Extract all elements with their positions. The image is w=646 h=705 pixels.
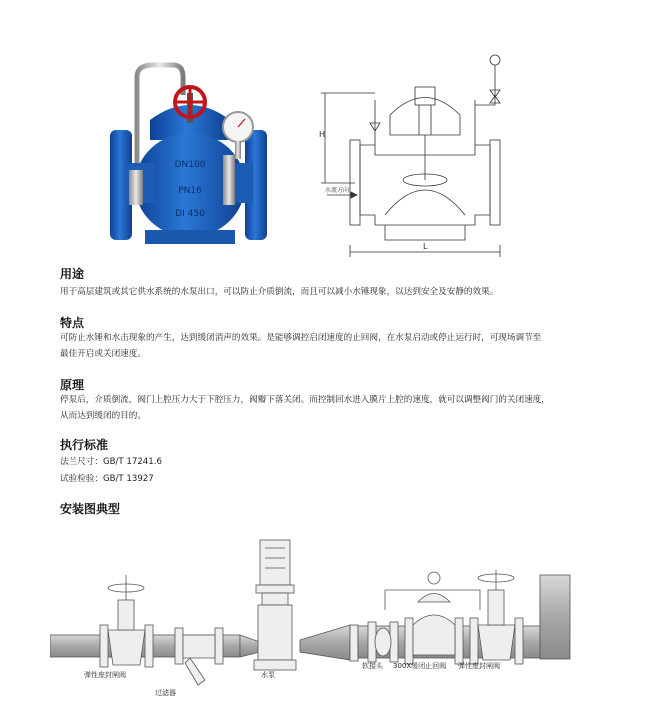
label-strainer: 过滤器: [155, 689, 176, 697]
pump-icon: [254, 540, 296, 670]
features-text-line-2: 最佳开启或关闭速度。: [60, 349, 146, 359]
install-title: 安装图典型: [60, 502, 121, 516]
label-soft-joint: 软接头: [362, 662, 383, 670]
dim-h-label: H: [319, 130, 326, 139]
usage-title: 用途: [60, 267, 85, 281]
product-photo: [95, 55, 285, 255]
soft-joint-icon: [368, 622, 398, 662]
strainer-icon: [175, 628, 223, 685]
label-pump: 水泵: [261, 671, 275, 679]
label-check-valve: 300X缓闭止回阀: [393, 662, 447, 670]
installation-diagram: [50, 530, 630, 700]
principle-text-line-1: 停泵后，介质倒流，阀门上腔压力大于下腔压力，阀瓣下落关闭。而控制回水进入膜片上腔的速度，就可以调整阀门的关闭速度，: [60, 395, 550, 405]
features-title: 特点: [60, 316, 85, 330]
marking-pn: PN16: [178, 186, 202, 196]
standard-flange: 法兰尺寸：GB/T 17241.6: [60, 457, 162, 467]
gate-valve-right-icon: [470, 570, 523, 664]
dim-l-label: L: [423, 242, 428, 251]
label-gate-valve-left: 弹性座封闸阀: [84, 671, 126, 679]
principle-text-line-2: 从而达到缓闭的目的。: [60, 411, 146, 421]
features-text-line-1: 可防止水锤和水击现象的产生，达到缓闭消声的效果。是能够调控启闭速度的止回阀，在水泵启动或停止运行时，可现场调节至: [60, 333, 542, 343]
standard-test: 试验检验：GB/T 13927: [60, 474, 154, 484]
usage-text: 用于高层建筑或其它供水系统的水泵出口，可以防止介质倒流，而且可以减小水锤现象，以达到安全及安静的效果。: [60, 287, 499, 297]
principle-title: 原理: [60, 378, 85, 392]
standards-title: 执行标准: [60, 438, 109, 452]
marking-dn: DN100: [174, 160, 206, 170]
technical-drawing: [315, 45, 515, 260]
gate-valve-left-icon: [100, 575, 153, 667]
flow-direction-label: 水流方向: [325, 187, 350, 194]
marking-di: DI 450: [175, 209, 205, 219]
label-gate-valve-right: 弹性座封闸阀: [458, 662, 500, 670]
